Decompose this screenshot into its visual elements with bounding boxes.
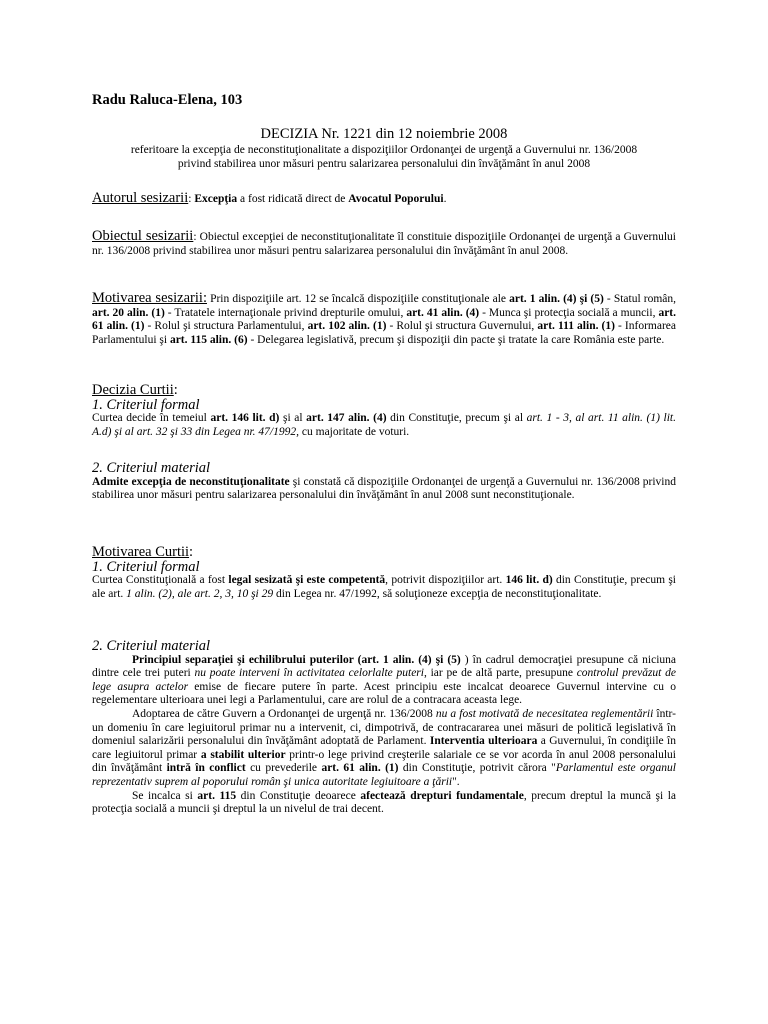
heading-obiectul: Obiectul sesizarii xyxy=(92,228,194,244)
heading-decizia-criteriul-material: 2. Criteriul material xyxy=(92,460,211,476)
section-decizia-criteriul-material xyxy=(92,462,676,503)
heading-autorul: Autorul sesizarii xyxy=(92,190,189,206)
student-name: Radu Raluca-Elena, 103 xyxy=(92,92,243,108)
heading-motivarea-curtii: Motivarea Curtii xyxy=(92,544,190,560)
decision-title: DECIZIA Nr. 1221 din 12 noiembrie 2008 xyxy=(260,126,508,142)
decizia-criteriul-material-text: Admite excepţia de neconstituţionalitate şi constată că dispoziţiile Ordonanţei de urgenţă a Guvernului nr. 136/2008 privind stabilirea unor măsuri pentru salarizarea personalului din învăţământ în anul 2008 sunt neconstituţionale. xyxy=(92,475,676,502)
heading-motivarea-sesizarii: Motivarea sesizarii: xyxy=(92,290,207,306)
paragraph-adoptarea-ordonantei: Adoptarea de către Guvern a Ordonanţei de urgenţă nr. 136/2008 nu a fost motivată de necesitatea reglementării într-un domeniu în care legiuitorul primar nu a intervenit, ci, dimpotrivă, de contracararea unei măsuri de politică legislativă în domeniul salarizării personalului din învăţământ adoptată de Parlament. Interventia ulterioara a Guvernului, în condiţiile în care legiuitorul primar a stabilit ulterior printr-o lege privind creşterile salariale ce se vor acorda în anul 2008 personalului din învăţământ intră în conflict cu prevederile art. 61 alin. (1) din Constituţie, potrivit cărora "Parlamentul este organul reprezentativ suprem al poporului român şi unica autoritate legiuitoare a ţării". xyxy=(92,707,676,788)
section-motivarea-curtii: Motivarea Curtii: 1. Criteriul formal Curtea Constituţională a fost legal sesizată şi este competentă, potrivit dispoziţiilor art. 146 lit. d) din Constituţie, precum şi ale art. 1 alin. (2), ale art. 2, 3, 10 şi 29 din Legea nr. 47/1992, să soluţioneze excepţia de neconstituţionalitate. xyxy=(92,544,676,600)
section-obiectul: Obiectul sesizarii: Obiectul excepţiei de neconstituţionalitate îl constituie dispoziţiile Ordonanţei de urgenţă a Guvernului nr. 136/2008 privind stabilirea unor măsuri pentru salarizarea personalului din învăţământ în anul 2008. xyxy=(92,228,676,257)
paragraph-separatia-puterilor: Principiul separaţiei şi echilibrului puterilor (art. 1 alin. (4) şi (5) ) în cadrul democraţiei presupune că niciuna dintre cele trei puteri nu poate interveni în activitatea celorlalte puteri, iar pe de altă parte, presupune controlul prevăzut de lege asupra actelor emise de fiecare putere în parte. Acest principiu este incalcat deoarece Guvernul intervine cu o regelementare ulterioara unei legi a Parlamentului, care are rolul de a contracara aceasta lege. xyxy=(92,653,676,707)
decision-subtitle-line-1: referitoare la excepţia de neconstituţionalitate a dispoziţiilor Ordonanţei de urgenţă a Guvernului nr. 136/2008 xyxy=(130,144,638,156)
obiectul-text: Obiectul excepţiei de neconstituţionalitate îl constituie dispoziţiile Ordonanţei de urgenţă a Guvernului nr. 136/2008 privind stabilirea unor măsuri pentru salarizarea personalului din învăţământ în anul 2008. xyxy=(92,231,676,257)
section-motivarea-criteriul-material xyxy=(92,640,676,817)
section-autorul: Autorul sesizarii: Excepţia a fost ridicată direct de Avocatul Poporului. xyxy=(92,190,447,206)
heading-decizia-curtii: Decizia Curtii xyxy=(92,382,174,398)
section-decizia-curtii: Decizia Curtii: 1. Criteriul formal Curtea decide în temeiul art. 146 lit. d) şi al art. 147 alin. (4) din Constituţie, precum şi al art. 1 - 3, al art. 11 alin. (1) lit. A.d) şi al art. 32 şi 33 din Legea nr. 47/1992, cu majoritate de voturi. xyxy=(92,382,676,438)
paragraph-art-115: Se incalca si art. 115 din Constituţie deoarece afectează drepturi fundamentale, precum dreptul la muncă şi la protecţia socială a muncii şi dreptul la un nivelul de trai decent. xyxy=(92,789,677,816)
motivarea-criteriul-formal-text: Curtea Constituţională a fost legal sesizată şi este competentă, potrivit dispoziţiilor art. 146 lit. d) din Constituţie, precum şi ale art. 1 alin. (2), ale art. 2, 3, 10 şi 29 din Legea nr. 47/1992, să soluţioneze excepţia de neconstituţionalitate. xyxy=(92,574,676,600)
heading-motivarea-criteriul-material: 2. Criteriul material xyxy=(92,638,211,654)
decision-header xyxy=(92,126,676,171)
decizia-criteriul-formal-text: Curtea decide în temeiul art. 146 lit. d) şi al art. 147 alin. (4) din Constituţie, precum şi al art. 1 - 3, al art. 11 alin. (1) lit. A.d) şi al art. 32 şi 33 din Legea nr. 47/1992, cu majoritate de voturi. xyxy=(92,412,676,438)
heading-decizia-criteriul-formal: 1. Criteriul formal xyxy=(92,396,200,413)
section-motivarea-sesizarii: Motivarea sesizarii: Prin dispoziţiile art. 12 se încalcă dispoziţiile constituţionale ale art. 1 alin. (4) şi (5) - Statul român, art. 20 alin. (1) - Tratatele internaţionale privind drepturile omului, art. 41 alin. (4) - Munca şi protecţia socială a muncii, art. 61 alin. (1) - Rolul şi structura Parlamentului, art. 102 alin. (1) - Rolul şi structura Guvernului, art. 111 alin. (1) - Informarea Parlamentului şi art. 115 alin. (6) - Delegarea legislativă, precum şi dispoziţii din pacte şi tratate la care România este parte. xyxy=(92,290,677,346)
decision-subtitle-line-2: privind stabilirea unor măsuri pentru salarizarea personalului din învăţământ în anul 2008 xyxy=(177,158,591,170)
heading-motivarea-criteriul-formal: 1. Criteriul formal xyxy=(92,558,200,575)
